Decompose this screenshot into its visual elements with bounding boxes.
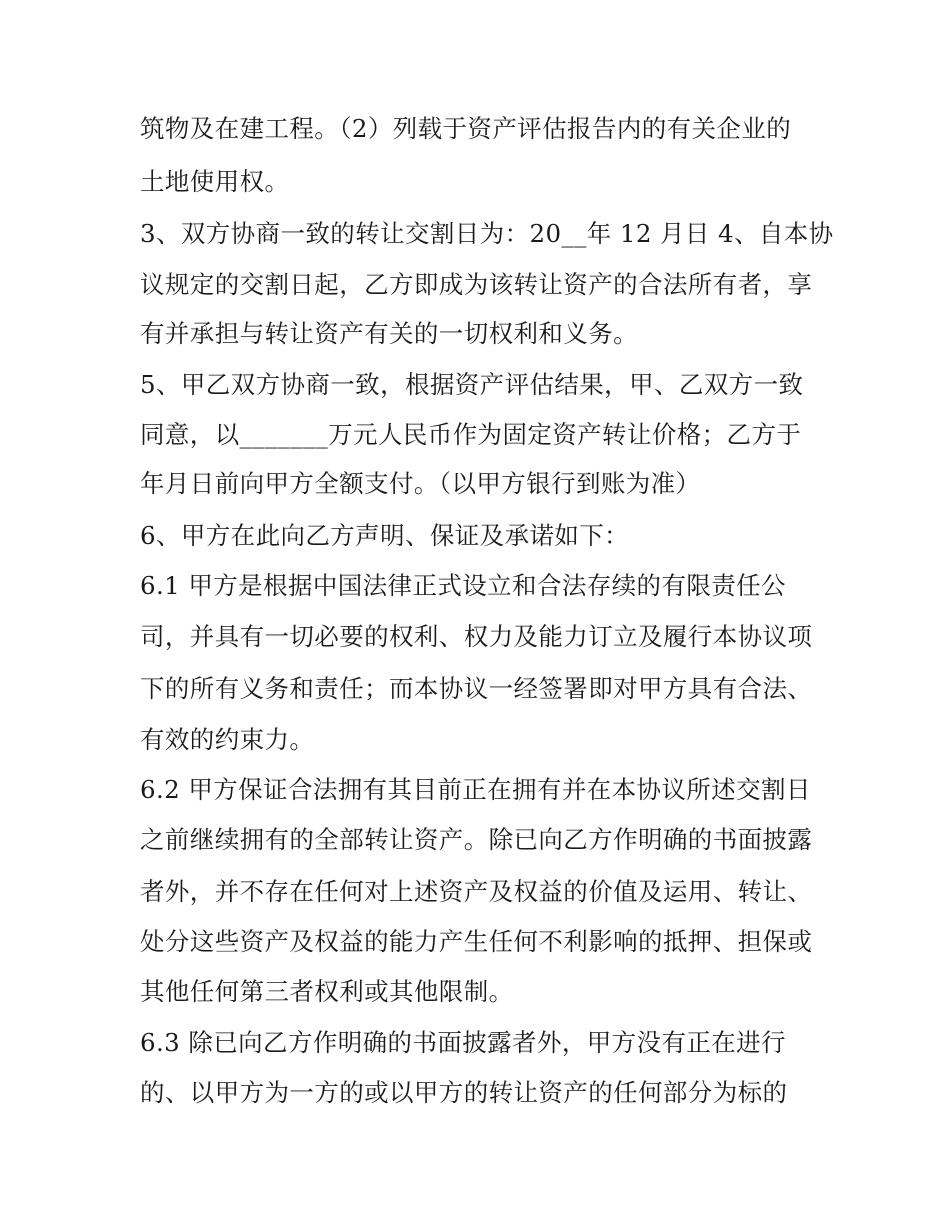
text-line: 者外，并不存在任何对上述资产及权益的价值及运用、转让、 <box>140 877 813 906</box>
text-line: 其他任何第三者权利或其他限制。 <box>140 977 514 1006</box>
text-line: 6.2 甲方保证合法拥有其目前正在拥有并在本协议所述交割日 <box>140 775 811 804</box>
text-line: 的、以甲方为一方的或以甲方的转让资产的任何部分为标的 <box>140 1078 788 1107</box>
text-line: 司，并具有一切必要的权利、权力及能力订立及履行本协议项 <box>140 622 813 651</box>
text-line: 有并承担与转让资产有关的一切权利和义务。 <box>140 319 638 348</box>
text-line: 下的所有义务和责任；而本协议一经签署即对甲方具有合法、 <box>140 674 813 703</box>
text-line: 议规定的交割日起，乙方即成为该转让资产的合法所有者，享 <box>140 270 813 299</box>
text-line: 6、甲方在此向乙方声明、保证及承诺如下： <box>140 521 630 550</box>
text-line: 6.1 甲方是根据中国法律正式设立和合法存续的有限责任公 <box>140 571 786 600</box>
text-line: 处分这些资产及权益的能力产生任何不利影响的抵押、担保或 <box>140 927 813 956</box>
text-line: 土地使用权。 <box>140 167 290 196</box>
text-line: 6.3 除已向乙方作明确的书面披露者外，甲方没有正在进行 <box>140 1028 786 1057</box>
text-line: 年月日前向甲方全额支付。（以甲方银行到账为准） <box>140 469 701 498</box>
text-line: 同意，以_______万元人民币作为固定资产转让价格；乙方于 <box>140 420 802 449</box>
text-line: 有效的约束力。 <box>140 725 315 754</box>
text-line: 3、双方协商一致的转让交割日为：20__年 12 月日 4、自本协 <box>140 219 834 248</box>
text-line: 之前继续拥有的全部转让资产。除已向乙方作明确的书面披露 <box>140 825 813 854</box>
text-line: 筑物及在建工程。（2）列载于资产评估报告内的有关企业的 <box>140 114 792 143</box>
text-line: 5、甲乙双方协商一致，根据资产评估结果，甲、乙双方一致 <box>140 370 804 399</box>
